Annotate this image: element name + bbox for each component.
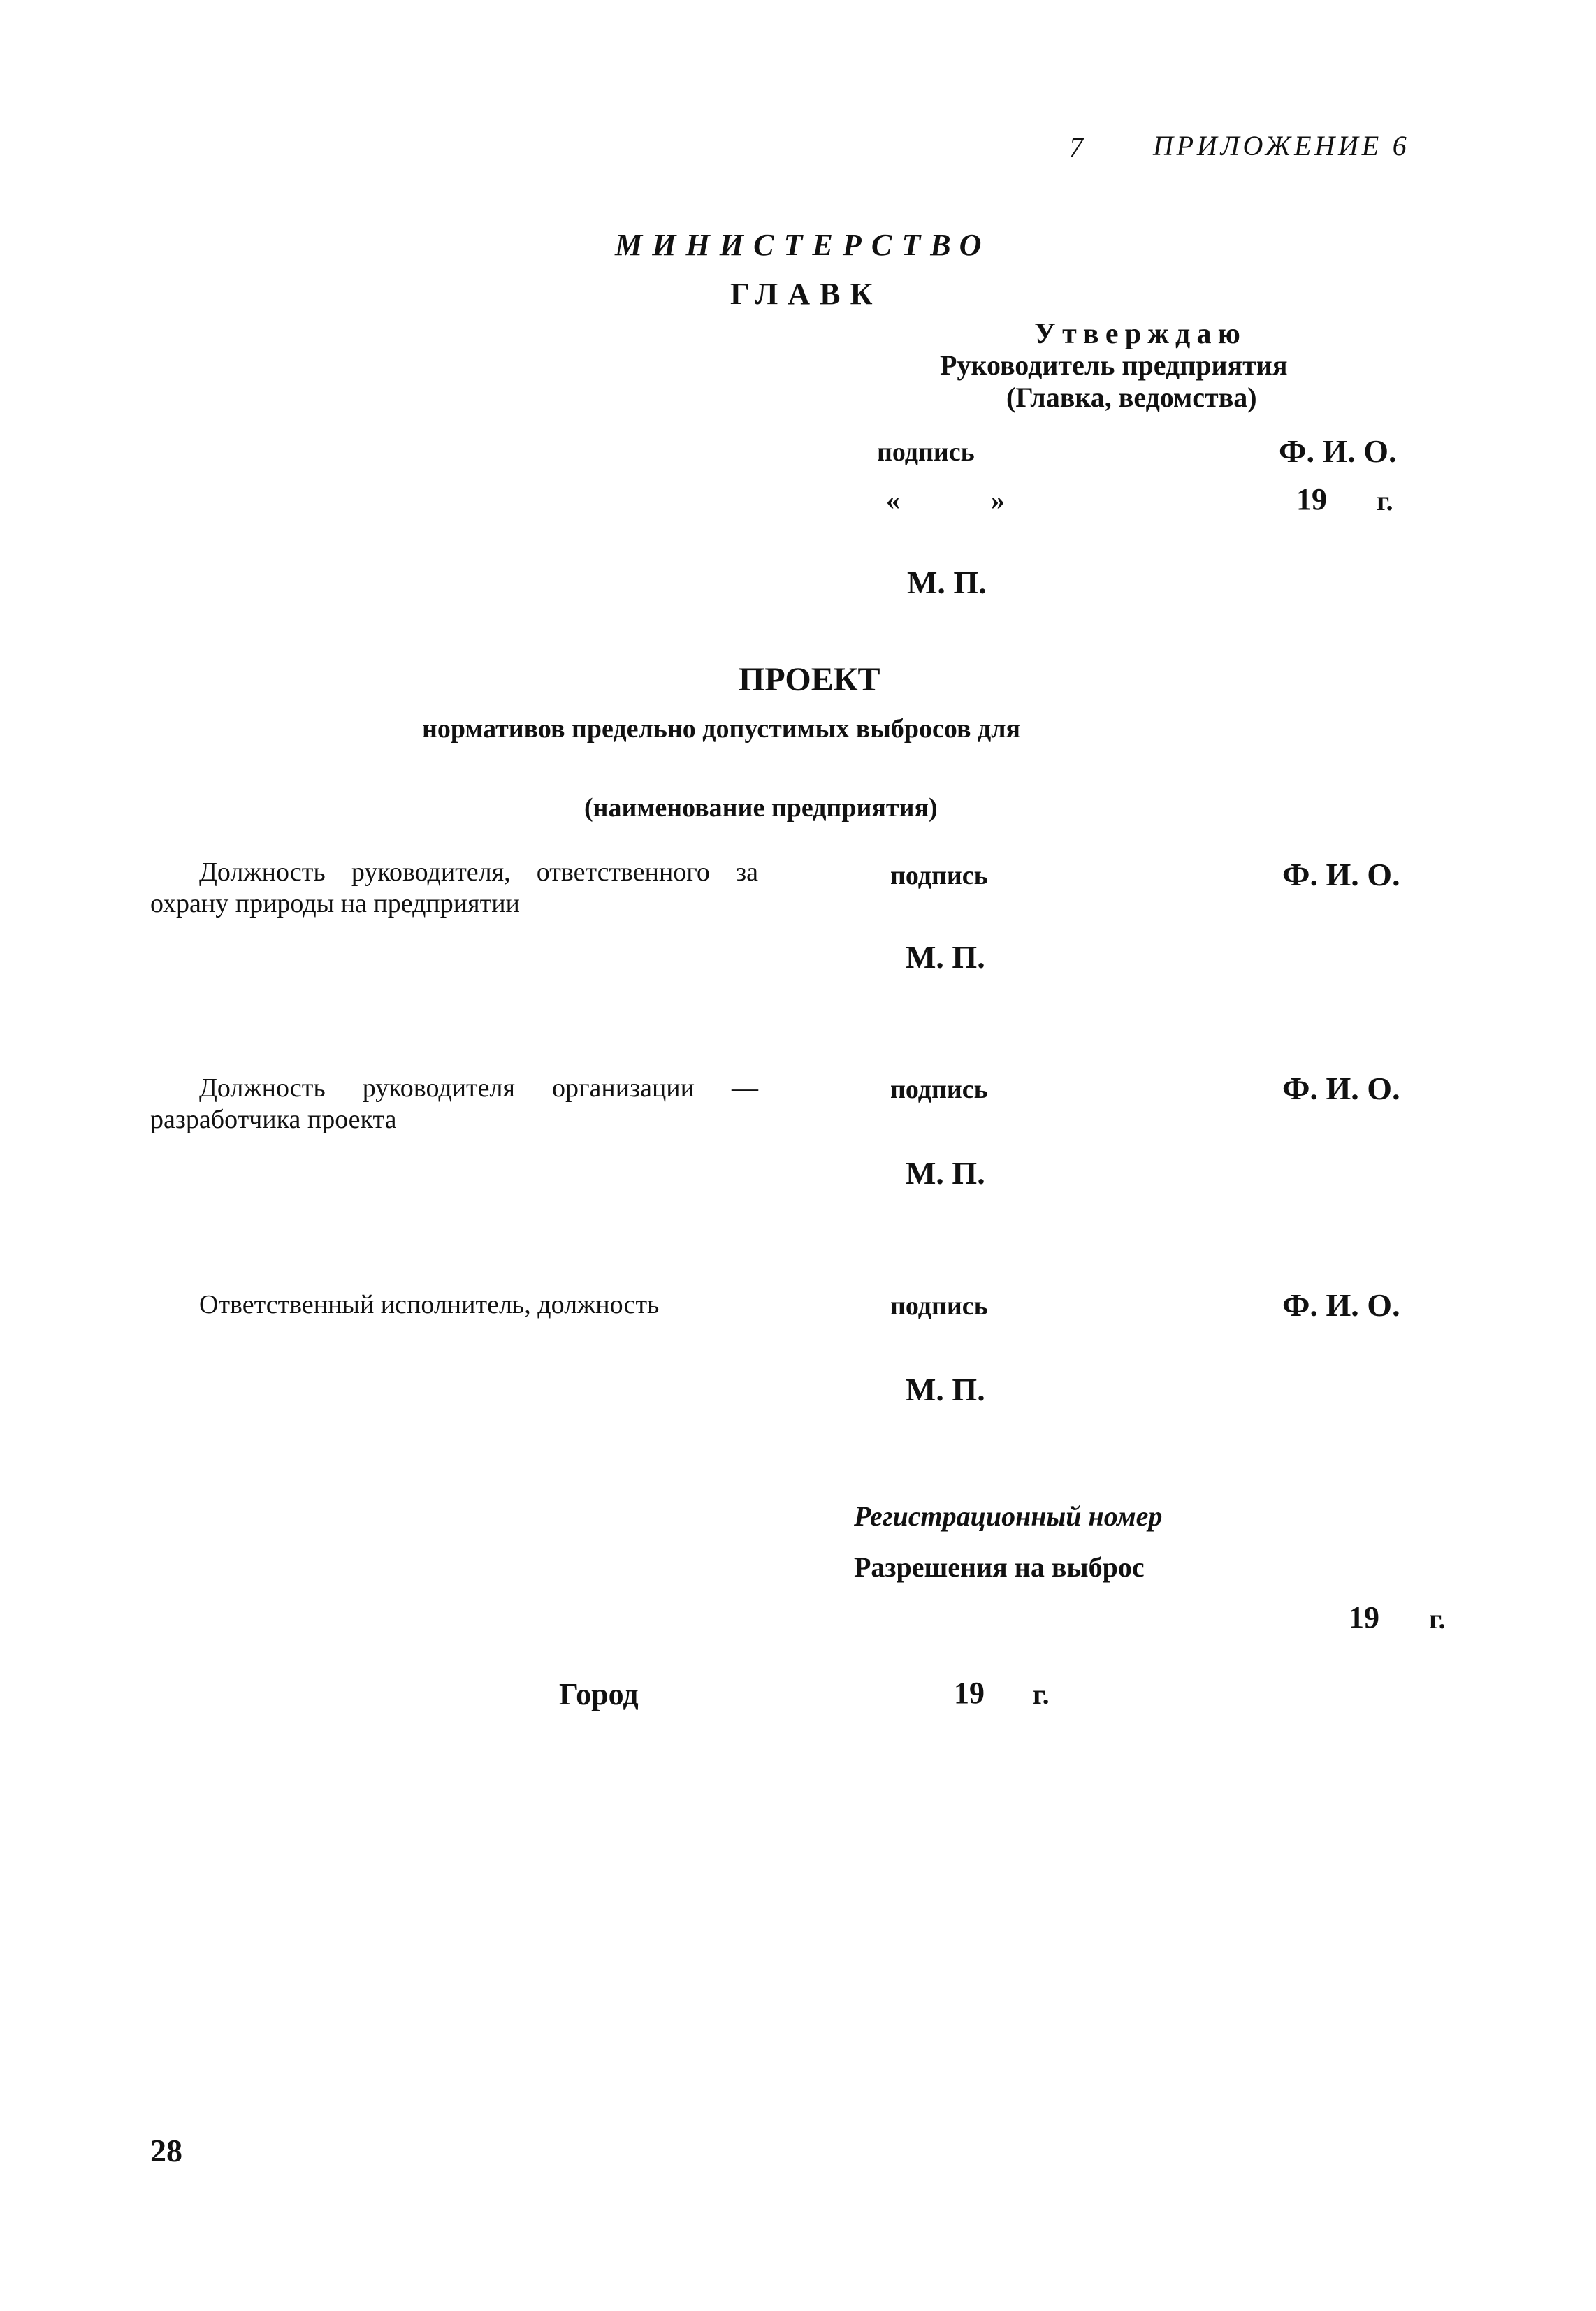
signatory-2-signature-label: подпись: [890, 1075, 988, 1104]
signatory-2-fio-label: Ф. И. О.: [1282, 1071, 1400, 1106]
signatory-3-position: Ответственный исполнитель, должность: [199, 1290, 660, 1319]
city-label: Город: [559, 1677, 639, 1711]
glavk-label: ГЛАВК: [730, 277, 883, 311]
ministry-label: МИНИСТЕРСТВО: [615, 228, 992, 262]
approval-quote-open: «: [886, 484, 900, 516]
approval-year-prefix: 19: [1296, 482, 1327, 516]
approval-year-suffix: г.: [1377, 485, 1393, 516]
approval-quote-close: »: [991, 484, 1005, 516]
approval-stamp: М. П.: [907, 565, 987, 600]
signatory-2-position: Должность руководителя организации — разработчика проекта: [150, 1073, 758, 1134]
page-number: 28: [150, 2133, 182, 2168]
footer-year-suffix: г.: [1033, 1679, 1050, 1710]
signatory-3-stamp: М. П.: [906, 1372, 985, 1407]
enterprise-name-caption: (наименование предприятия): [584, 793, 938, 823]
signatory-1-signature-label: подпись: [890, 861, 988, 890]
registration-number-label: Регистрационный номер: [854, 1500, 1163, 1532]
project-title: ПРОЕКТ: [739, 661, 880, 698]
approval-signature-label: подпись: [877, 437, 975, 467]
appendix-label: ПРИЛОЖЕНИЕ 6: [1153, 130, 1410, 161]
signatory-3-signature-label: подпись: [890, 1291, 988, 1321]
appendix-mark: 7: [1069, 131, 1083, 163]
registration-permit-label: Разрешения на выброс: [854, 1551, 1145, 1583]
registration-year-suffix: г.: [1429, 1603, 1446, 1635]
registration-year-prefix: 19: [1349, 1600, 1379, 1635]
signatory-3-fio-label: Ф. И. О.: [1282, 1287, 1400, 1323]
project-subtitle: нормативов предельно допустимых выбросов для: [422, 714, 1021, 744]
signatory-1-position: Должность руководителя, ответственного за охрану природы на предприятии: [150, 857, 758, 918]
approval-head-line1: Руководитель предприятия: [940, 349, 1288, 381]
footer-year-prefix: 19: [954, 1676, 985, 1710]
signatory-1-fio-label: Ф. И. О.: [1282, 857, 1400, 892]
approval-fio-label: Ф. И. О.: [1279, 433, 1397, 469]
approve-label: Утверждаю: [1034, 318, 1247, 350]
signatory-1-stamp: М. П.: [906, 939, 985, 975]
approval-head-line2: (Главка, ведомства): [1006, 382, 1257, 413]
signatory-2-stamp: М. П.: [906, 1155, 985, 1191]
